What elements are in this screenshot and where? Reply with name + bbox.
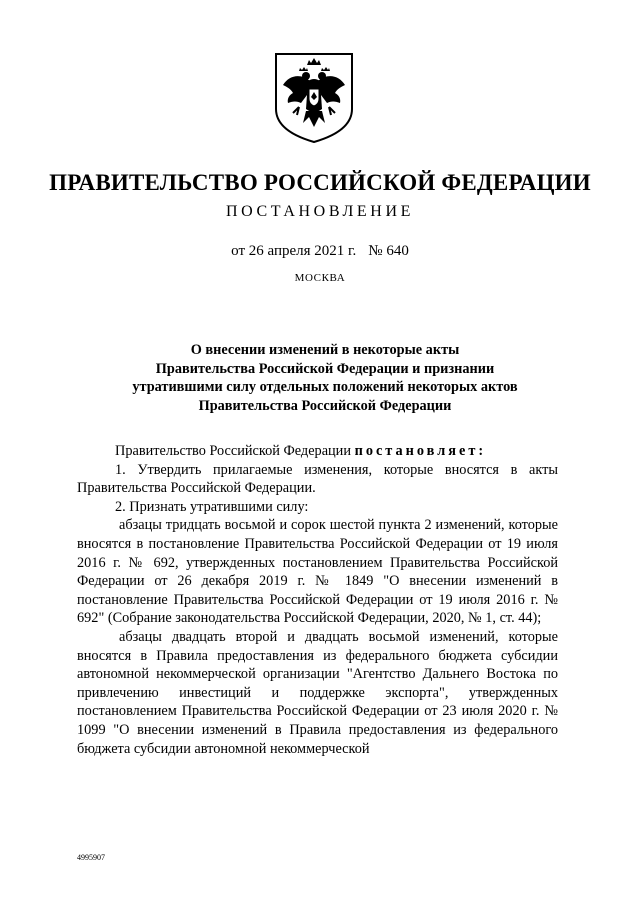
document-date: от 26 апреля 2021 г. bbox=[231, 243, 357, 259]
heading-line: утратившими силу отдельных положений некоторых актов bbox=[132, 379, 518, 395]
heading-line: Правительства Российской Федерации bbox=[198, 397, 452, 414]
decree-word: постановляет: bbox=[354, 443, 487, 459]
heading-line: О внесении изменений в некоторые акты bbox=[190, 342, 460, 358]
item-1-paragraph: 1. Утвердить прилагаемые изменения, которые вносятся в акты Правительства Российской Федерации. bbox=[77, 461, 558, 497]
sub-item-2-paragraph: абзацы двадцать второй и двадцать восьмой изменений, которые вносятся в Правила предоставления из федерального бюджета субсидии автономной некоммерческой организации "Агентство Дальнего Востока по привлечению инвестиций и поддержке экспорта", утвержденных постановлением Правительства Российской Федерации от 23 июля 2020 г. № 1099 "О внесении изменений в Правила предоставления из федерального бюджета субсидии автономной некоммерческой bbox=[77, 628, 558, 757]
sub-item-1-paragraph: абзацы тридцать восьмой и сорок шестой пункта 2 изменений, которые вносятся в постановление Правительства Российской Федерации от 19 июля 2016 г. № 692, утвержденных постановлением Правительства Российской Федерации от 26 декабря 2019 г. № 1849 "О внесении изменений в постановление Правительства Российской Федерации от 19 июля 2016 г. № 692" (Собрание законодательства Российской Федерации, 2020, № 1, ст. 44); bbox=[77, 517, 558, 627]
document-heading bbox=[130, 341, 520, 415]
footer-code: 4995907 bbox=[77, 853, 105, 862]
intro-paragraph bbox=[77, 442, 558, 461]
document-number: № 640 bbox=[368, 243, 409, 259]
document-body bbox=[77, 442, 558, 758]
city: МОСКВА bbox=[294, 272, 346, 284]
document-type: ПОСТАНОВЛЕНИЕ bbox=[226, 203, 414, 220]
item-2-paragraph: 2. Признать утратившими силу: bbox=[115, 498, 309, 515]
intro-text: Правительство Российской Федерации bbox=[115, 443, 351, 459]
heading-line: Правительства Российской Федерации и признании bbox=[155, 360, 495, 377]
date-number-line bbox=[0, 243, 640, 260]
coat-of-arms-icon bbox=[273, 51, 355, 144]
government-title: ПРАВИТЕЛЬСТВО РОССИЙСКОЙ ФЕДЕРАЦИИ bbox=[49, 170, 591, 195]
